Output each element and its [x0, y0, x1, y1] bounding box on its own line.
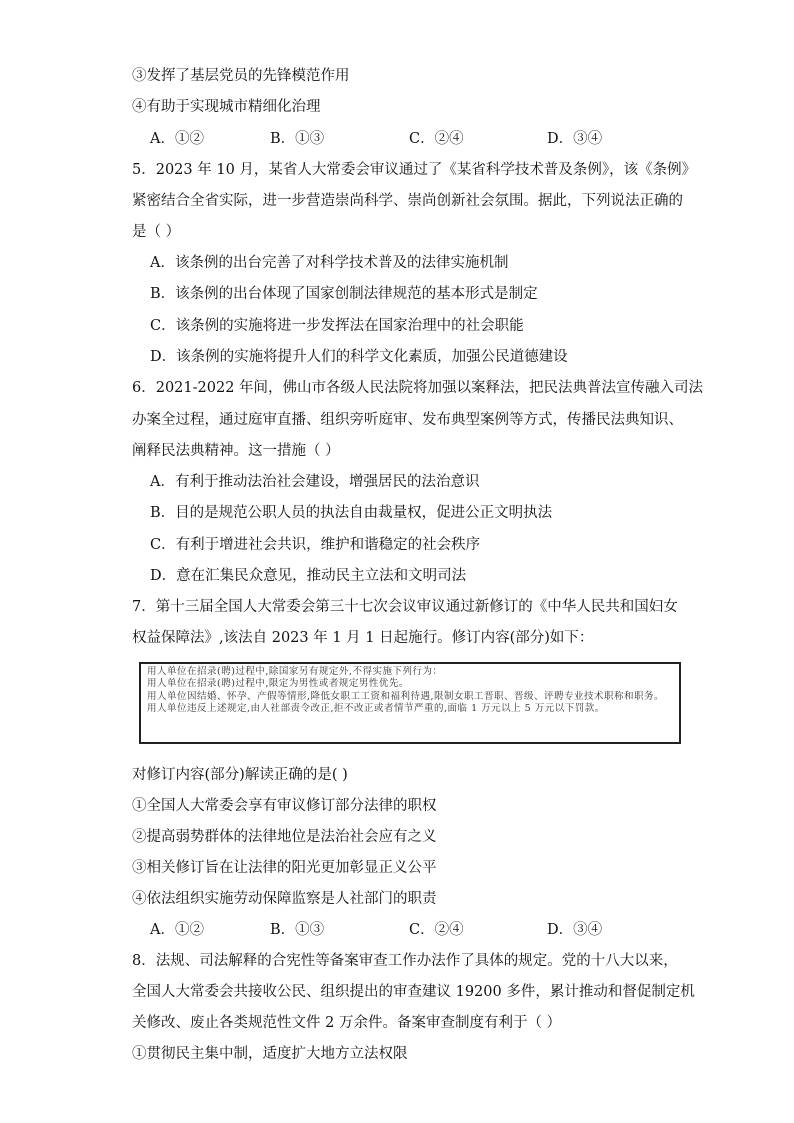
q7-stem-line-2: 权益保障法》,该法自 2023 年 1 月 1 日起施行。修订内容(部分)如下：	[132, 630, 594, 646]
q4-choice-a: A．①②	[150, 131, 204, 147]
q4-choice-b: B．①③	[270, 131, 325, 147]
q6-option-a: A．有利于推动法治社会建设，增强居民的法治意识	[150, 474, 480, 490]
q6-option-d: D．意在汇集民众意见，推动民主立法和文明司法	[150, 568, 467, 584]
q7-question: 对修订内容(部分)解读正确的是( )	[132, 767, 348, 783]
q5-stem-line-1: 5．2023 年 10 月，某省人大常委会审议通过了《某省科学技术普及条例》，该《条例》	[132, 162, 697, 178]
q6-option-c: C．有利于增进社会共识，维护和谐稳定的社会秩序	[150, 537, 481, 553]
q6-stem-line-2: 办案全过程，通过庭审直播、组织旁听庭审、发布典型案例等方式，传播民法典知识、	[132, 412, 683, 428]
excerpt-line-2: 用人单位在招录(聘)过程中,限定为男性或者规定男性优先。	[147, 678, 409, 690]
q7-item-2: ②提高弱势群体的法律地位是法治社会应有之义	[132, 829, 437, 845]
excerpt-line-3: 用人单位因结婚、怀孕、产假等情形,降低女职工工资和福利待遇,限制女职工晋职、晋级、评聘专业技术职称和职务。	[147, 690, 665, 702]
q5-option-c: C．该条例的实施将进一步发挥法在国家治理中的社会职能	[150, 318, 524, 334]
q8-item-1: ①贯彻民主集中制，适度扩大地方立法权限	[132, 1046, 408, 1062]
q4-choice-c: C．②④	[409, 131, 464, 147]
q7-item-3: ③相关修订旨在让法律的阳光更加彰显正义公平	[132, 860, 437, 876]
q7-stem-line-1: 7．第十三届全国人大常委会第三十七次会议审议通过新修订的《中华人民共和国妇女	[132, 599, 678, 615]
q4-item-4: ④有助于实现城市精细化治理	[132, 99, 321, 115]
q7-choice-b: B．①③	[270, 922, 325, 938]
q7-choice-d: D．③④	[547, 922, 603, 938]
q7-choice-a: A．①②	[150, 922, 204, 938]
q8-stem-line-2: 全国人大常委会共接收公民、组织提出的审查建议 19200 多件，累计推动和督促制定机	[132, 984, 695, 1000]
q8-stem-line-3: 关修改、废止各类规范性文件 2 万余件。备案审查制度有利于（ ）	[132, 1015, 562, 1031]
q4-item-3: ③发挥了基层党员的先锋模范作用	[132, 68, 350, 84]
q5-option-b: B．该条例的出台体现了国家创制法律规范的基本形式是制定	[150, 286, 538, 302]
q5-stem-line-2: 紧密结合全省实际，进一步营造崇尚科学、崇尚创新社会氛围。据此，下列说法正确的	[132, 193, 683, 209]
q7-choice-c: C．②④	[409, 922, 464, 938]
q7-item-4: ④依法组织实施劳动保障监察是人社部门的职责	[132, 891, 437, 907]
q4-choice-d: D．③④	[547, 131, 603, 147]
law-excerpt-box	[139, 662, 681, 744]
q5-option-a: A．该条例的出台完善了对科学技术普及的法律实施机制	[150, 255, 509, 271]
q6-stem-line-3: 阐释民法典精神。这一措施（ ）	[132, 443, 340, 459]
q7-item-1: ①全国人大常委会享有审议修订部分法律的职权	[132, 798, 437, 814]
q5-stem-line-3: 是（ ）	[132, 224, 181, 240]
q6-option-b: B．目的是规范公职人员的执法自由裁量权，促进公正文明执法	[150, 505, 553, 521]
excerpt-line-4: 用人单位违反上述规定,由人社部责令改正,拒不改正或者情节严重的,面临 1 万元以上 5 万元以下罚款。	[147, 703, 605, 715]
q6-stem-line-1: 6．2021-2022 年间，佛山市各级人民法院将加强以案释法，把民法典普法宣传融入司法	[132, 380, 704, 396]
excerpt-line-1: 用人单位在招录(聘)过程中,除国家另有规定外,不得实施下列行为：	[147, 666, 443, 677]
q8-stem-line-1: 8．法规、司法解释的合宪性等备案审查工作办法作了具体的规定。党的十八大以来，	[132, 953, 678, 969]
q5-option-d: D．该条例的实施将提升人们的科学文化素质，加强公民道德建设	[150, 349, 568, 365]
